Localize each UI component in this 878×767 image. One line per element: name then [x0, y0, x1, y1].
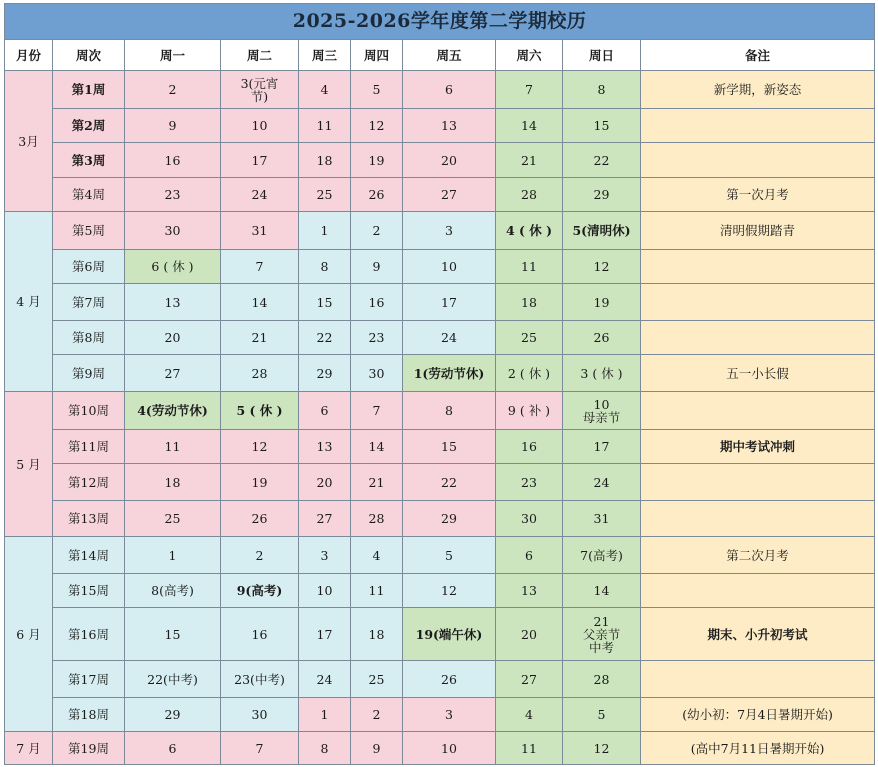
week-number-cell: 第10周 [53, 392, 125, 430]
day-cell: 5(清明休) [563, 212, 641, 250]
day-cell: 30 [351, 355, 403, 392]
day-cell: 10 [403, 732, 496, 765]
day-cell: 22 [299, 321, 351, 355]
day-cell: 2 ( 休 ) [496, 355, 563, 392]
day-cell: 11 [496, 732, 563, 765]
day-cell: 24 [221, 178, 299, 212]
day-cell: 9 [351, 250, 403, 284]
note-cell [641, 501, 875, 537]
day-cell: 27 [299, 501, 351, 537]
day-cell: 20 [403, 143, 496, 178]
week-number-cell: 第5周 [53, 212, 125, 250]
day-cell: 16 [221, 608, 299, 661]
week-number-cell: 第3周 [53, 143, 125, 178]
calendar-title: 2025-2026学年度第二学期校历 [5, 4, 875, 40]
note-cell [641, 143, 875, 178]
school-calendar-table [4, 3, 875, 765]
note-cell [641, 250, 875, 284]
week-row [5, 574, 875, 608]
day-cell: 2 [351, 698, 403, 732]
day-cell: 22 [563, 143, 641, 178]
week-row [5, 71, 875, 109]
day-cell: 10 [299, 574, 351, 608]
note-cell: 五一小长假 [641, 355, 875, 392]
note-cell [641, 661, 875, 698]
day-cell: 8(高考) [125, 574, 221, 608]
note-cell [641, 321, 875, 355]
day-cell: 7 [221, 732, 299, 765]
week-row [5, 661, 875, 698]
day-cell: 3 [299, 537, 351, 574]
week-number-cell: 第19周 [53, 732, 125, 765]
day-cell: 4 [351, 537, 403, 574]
note-cell [641, 109, 875, 143]
day-cell: 21 父亲节 中考 [563, 608, 641, 661]
week-number-cell: 第4周 [53, 178, 125, 212]
month-cell: 4 月 [5, 212, 53, 392]
day-cell: 19 [221, 464, 299, 501]
day-cell: 23 [496, 464, 563, 501]
week-row [5, 698, 875, 732]
day-cell: 24 [563, 464, 641, 501]
day-cell: 13 [496, 574, 563, 608]
month-cell: 3月 [5, 71, 53, 212]
note-cell [641, 574, 875, 608]
week-row [5, 464, 875, 501]
column-header: 周六 [496, 40, 563, 71]
day-cell: 26 [563, 321, 641, 355]
day-cell: 30 [221, 698, 299, 732]
day-cell: 18 [299, 143, 351, 178]
week-number-cell: 第7周 [53, 284, 125, 321]
day-cell: 6 [125, 732, 221, 765]
note-cell [641, 284, 875, 321]
day-cell: 14 [221, 284, 299, 321]
day-cell: 23 [351, 321, 403, 355]
day-cell: 13 [299, 430, 351, 464]
day-cell: 14 [351, 430, 403, 464]
day-cell: 25 [125, 501, 221, 537]
day-cell: 13 [403, 109, 496, 143]
day-cell: 26 [221, 501, 299, 537]
day-cell: 12 [563, 732, 641, 765]
week-row [5, 143, 875, 178]
day-cell: 6 [496, 537, 563, 574]
week-row [5, 250, 875, 284]
column-header: 周二 [221, 40, 299, 71]
day-cell: 18 [125, 464, 221, 501]
day-cell: 9 ( 补 ) [496, 392, 563, 430]
day-cell: 30 [496, 501, 563, 537]
day-cell: 10 母亲节 [563, 392, 641, 430]
week-number-cell: 第6周 [53, 250, 125, 284]
day-cell: 21 [496, 143, 563, 178]
week-row [5, 212, 875, 250]
day-cell: 16 [496, 430, 563, 464]
day-cell: 31 [563, 501, 641, 537]
day-cell: 1 [299, 212, 351, 250]
week-row [5, 608, 875, 661]
day-cell: 31 [221, 212, 299, 250]
day-cell: 7(高考) [563, 537, 641, 574]
day-cell: 6 ( 休 ) [125, 250, 221, 284]
week-row [5, 178, 875, 212]
week-number-cell: 第1周 [53, 71, 125, 109]
day-cell: 24 [403, 321, 496, 355]
week-number-cell: 第2周 [53, 109, 125, 143]
column-header: 月份 [5, 40, 53, 71]
day-cell: 2 [125, 71, 221, 109]
day-cell: 19 [563, 284, 641, 321]
month-cell: 6 月 [5, 537, 53, 732]
week-row [5, 284, 875, 321]
day-cell: 18 [496, 284, 563, 321]
day-cell: 24 [299, 661, 351, 698]
week-row [5, 501, 875, 537]
column-header: 周次 [53, 40, 125, 71]
day-cell: 29 [125, 698, 221, 732]
week-number-cell: 第16周 [53, 608, 125, 661]
day-cell: 21 [221, 321, 299, 355]
day-cell: 9 [351, 732, 403, 765]
column-header: 周四 [351, 40, 403, 71]
day-cell: 1 [125, 537, 221, 574]
week-row [5, 355, 875, 392]
month-cell: 7 月 [5, 732, 53, 765]
day-cell: 2 [221, 537, 299, 574]
week-number-cell: 第8周 [53, 321, 125, 355]
day-cell: 15 [299, 284, 351, 321]
day-cell: 5 [563, 698, 641, 732]
day-cell: 22(中考) [125, 661, 221, 698]
week-number-cell: 第18周 [53, 698, 125, 732]
week-number-cell: 第14周 [53, 537, 125, 574]
day-cell: 23(中考) [221, 661, 299, 698]
day-cell: 28 [221, 355, 299, 392]
week-number-cell: 第9周 [53, 355, 125, 392]
day-cell: 18 [351, 608, 403, 661]
day-cell: 17 [221, 143, 299, 178]
day-cell: 28 [351, 501, 403, 537]
day-cell: 11 [125, 430, 221, 464]
note-cell [641, 392, 875, 430]
day-cell: 13 [125, 284, 221, 321]
week-number-cell: 第11周 [53, 430, 125, 464]
day-cell: 22 [403, 464, 496, 501]
day-cell: 8 [299, 732, 351, 765]
day-cell: 11 [299, 109, 351, 143]
note-cell: 新学期，新姿态 [641, 71, 875, 109]
day-cell: 12 [351, 109, 403, 143]
day-cell: 23 [125, 178, 221, 212]
week-number-cell: 第17周 [53, 661, 125, 698]
day-cell: 4 ( 休 ) [496, 212, 563, 250]
day-cell: 12 [403, 574, 496, 608]
day-cell: 6 [299, 392, 351, 430]
day-cell: 28 [563, 661, 641, 698]
day-cell: 15 [403, 430, 496, 464]
column-header: 周三 [299, 40, 351, 71]
day-cell: 3 [403, 212, 496, 250]
day-cell: 27 [496, 661, 563, 698]
day-cell: 4(劳动节休) [125, 392, 221, 430]
day-cell: 3 ( 休 ) [563, 355, 641, 392]
column-header: 周五 [403, 40, 496, 71]
note-cell: 清明假期踏青 [641, 212, 875, 250]
day-cell: 11 [351, 574, 403, 608]
header-row [5, 40, 875, 71]
day-cell: 12 [221, 430, 299, 464]
day-cell: 20 [496, 608, 563, 661]
month-cell: 5 月 [5, 392, 53, 537]
day-cell: 3 [403, 698, 496, 732]
day-cell: 14 [563, 574, 641, 608]
note-cell: 第二次月考 [641, 537, 875, 574]
note-cell: 期末、小升初考试 [641, 608, 875, 661]
day-cell: 27 [403, 178, 496, 212]
day-cell: 28 [496, 178, 563, 212]
day-cell: 5 [403, 537, 496, 574]
day-cell: 29 [563, 178, 641, 212]
day-cell: 7 [221, 250, 299, 284]
week-number-cell: 第12周 [53, 464, 125, 501]
week-row [5, 430, 875, 464]
day-cell: 17 [563, 430, 641, 464]
note-cell [641, 464, 875, 501]
day-cell: 19 [351, 143, 403, 178]
day-cell: 6 [403, 71, 496, 109]
week-row [5, 321, 875, 355]
note-cell: 期中考试冲刺 [641, 430, 875, 464]
day-cell: 5 ( 休 ) [221, 392, 299, 430]
day-cell: 8 [563, 71, 641, 109]
day-cell: 27 [125, 355, 221, 392]
day-cell: 15 [563, 109, 641, 143]
day-cell: 3(元宵 节) [221, 71, 299, 109]
week-number-cell: 第15周 [53, 574, 125, 608]
day-cell: 15 [125, 608, 221, 661]
day-cell: 8 [299, 250, 351, 284]
day-cell: 4 [496, 698, 563, 732]
column-header: 备注 [641, 40, 875, 71]
day-cell: 21 [351, 464, 403, 501]
day-cell: 25 [496, 321, 563, 355]
day-cell: 1(劳动节休) [403, 355, 496, 392]
day-cell: 16 [351, 284, 403, 321]
day-cell: 29 [299, 355, 351, 392]
column-header: 周日 [563, 40, 641, 71]
week-row [5, 732, 875, 765]
day-cell: 7 [496, 71, 563, 109]
day-cell: 20 [299, 464, 351, 501]
day-cell: 12 [563, 250, 641, 284]
note-cell: (高中7月11日暑期开始) [641, 732, 875, 765]
day-cell: 10 [403, 250, 496, 284]
day-cell: 10 [221, 109, 299, 143]
note-cell: 第一次月考 [641, 178, 875, 212]
day-cell: 26 [403, 661, 496, 698]
day-cell: 16 [125, 143, 221, 178]
day-cell: 17 [403, 284, 496, 321]
day-cell: 14 [496, 109, 563, 143]
day-cell: 4 [299, 71, 351, 109]
day-cell: 8 [403, 392, 496, 430]
day-cell: 25 [351, 661, 403, 698]
day-cell: 1 [299, 698, 351, 732]
week-row [5, 109, 875, 143]
day-cell: 25 [299, 178, 351, 212]
day-cell: 19(端午休) [403, 608, 496, 661]
day-cell: 9 [125, 109, 221, 143]
column-header: 周一 [125, 40, 221, 71]
day-cell: 5 [351, 71, 403, 109]
note-cell: (幼小初：7月4日暑期开始) [641, 698, 875, 732]
day-cell: 17 [299, 608, 351, 661]
week-row [5, 537, 875, 574]
week-number-cell: 第13周 [53, 501, 125, 537]
day-cell: 26 [351, 178, 403, 212]
day-cell: 7 [351, 392, 403, 430]
day-cell: 2 [351, 212, 403, 250]
day-cell: 11 [496, 250, 563, 284]
day-cell: 29 [403, 501, 496, 537]
day-cell: 9(高考) [221, 574, 299, 608]
week-row [5, 392, 875, 430]
day-cell: 20 [125, 321, 221, 355]
day-cell: 30 [125, 212, 221, 250]
